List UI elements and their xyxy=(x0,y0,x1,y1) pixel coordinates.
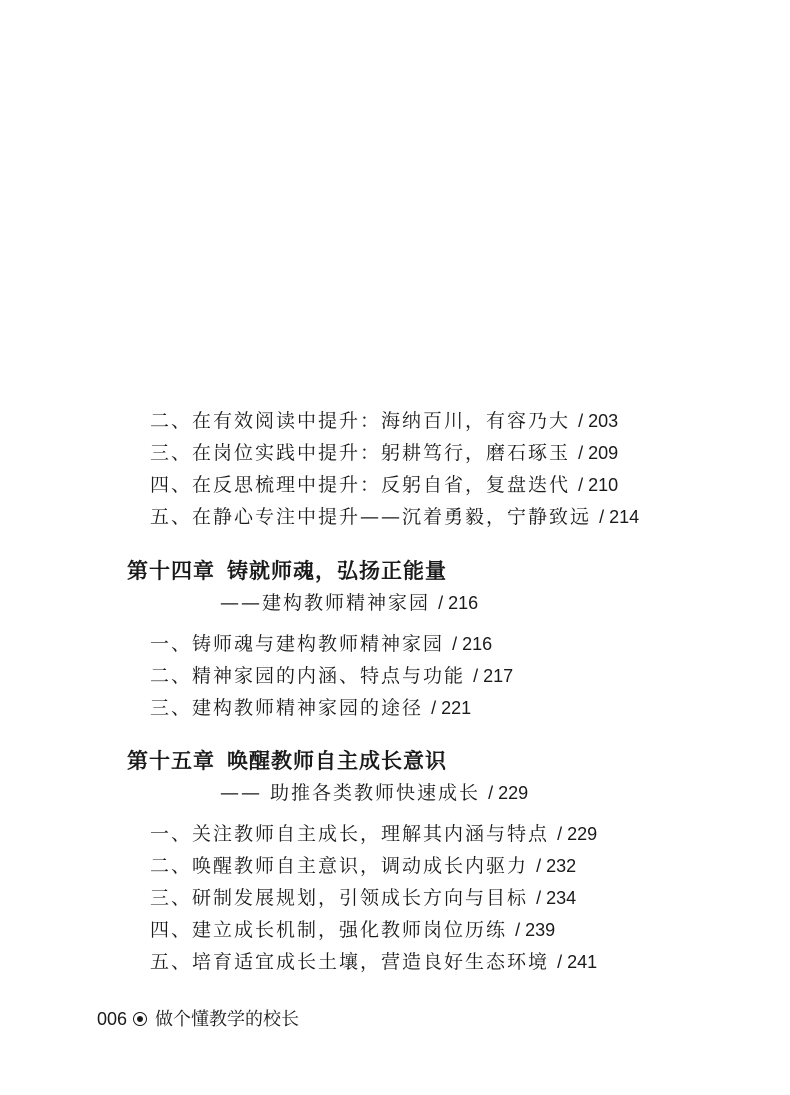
chapter-heading-15[interactable] xyxy=(127,748,447,774)
toc-entry-title: 二、精神家园的内涵、特点与功能 xyxy=(150,665,466,687)
toc-entry[interactable] xyxy=(150,950,597,974)
chapter-subtitle-text: ——建构教师精神家园 xyxy=(220,592,431,614)
page-footer xyxy=(97,1008,299,1031)
toc-entry-title: 三、研制发展规划，引领成长方向与目标 xyxy=(150,887,529,909)
toc-entry[interactable] xyxy=(150,664,513,688)
chapter-subtitle-15[interactable] xyxy=(220,781,528,805)
chapter-page: / 216 xyxy=(438,593,479,613)
toc-entry-page: / 241 xyxy=(557,952,598,972)
chapter-heading-14[interactable] xyxy=(127,558,447,584)
toc-entry-page: / 216 xyxy=(452,634,493,654)
toc-entry-title: 二、唤醒教师自主意识，调动成长内驱力 xyxy=(150,855,529,877)
toc-entry-page: / 232 xyxy=(536,856,577,876)
toc-entry-page: / 234 xyxy=(536,888,577,908)
toc-entry-page: / 214 xyxy=(599,507,640,527)
chapter-subtitle-text: —— 助推各类教师快速成长 xyxy=(220,782,481,804)
toc-entry-page: / 209 xyxy=(578,443,619,463)
toc-entry[interactable] xyxy=(150,886,576,910)
toc-entry-page: / 229 xyxy=(557,824,598,844)
toc-entry-page: / 221 xyxy=(431,698,472,718)
toc-entry-page: / 210 xyxy=(578,475,619,495)
chapter-subtitle-14[interactable] xyxy=(220,591,478,615)
toc-entry[interactable] xyxy=(150,473,618,497)
toc-entry[interactable] xyxy=(150,441,618,465)
toc-entry-title: 五、在静心专注中提升——沉着勇毅，宁静致远 xyxy=(150,506,592,528)
toc-entry[interactable] xyxy=(150,822,597,846)
toc-entry[interactable] xyxy=(150,918,555,942)
toc-entry-title: 五、培育适宜成长土壤，营造良好生态环境 xyxy=(150,951,550,973)
toc-entry-title: 二、在有效阅读中提升：海纳百川，有容乃大 xyxy=(150,410,571,432)
toc-entry-title: 一、铸师魂与建构教师精神家园 xyxy=(150,633,445,655)
toc-entry[interactable] xyxy=(150,854,576,878)
toc-entry-title: 三、建构教师精神家园的途径 xyxy=(150,697,424,719)
bullet-circle-icon xyxy=(133,1012,147,1026)
page-number: 006 xyxy=(97,1009,128,1029)
toc-entry-title: 三、在岗位实践中提升：躬耕笃行，磨石琢玉 xyxy=(150,442,571,464)
chapter-title: 铸就师魂，弘扬正能量 xyxy=(227,559,447,583)
toc-entry-title: 一、关注教师自主成长，理解其内涵与特点 xyxy=(150,823,550,845)
toc-entry[interactable] xyxy=(150,632,492,656)
toc-entry[interactable] xyxy=(150,696,471,720)
chapter-number: 第十四章 xyxy=(127,559,215,583)
toc-entry-page: / 239 xyxy=(515,920,556,940)
toc-entry-page: / 217 xyxy=(473,666,514,686)
toc-entry-page: / 203 xyxy=(578,411,619,431)
toc-entry[interactable] xyxy=(150,409,618,433)
book-title: 做个懂教学的校长 xyxy=(155,1009,300,1030)
chapter-number: 第十五章 xyxy=(127,749,215,773)
chapter-page: / 229 xyxy=(488,783,529,803)
toc-entry[interactable] xyxy=(150,505,639,529)
chapter-title: 唤醒教师自主成长意识 xyxy=(227,749,447,773)
toc-entry-title: 四、建立成长机制，强化教师岗位历练 xyxy=(150,919,508,941)
toc-entry-title: 四、在反思梳理中提升：反躬自省，复盘迭代 xyxy=(150,474,571,496)
